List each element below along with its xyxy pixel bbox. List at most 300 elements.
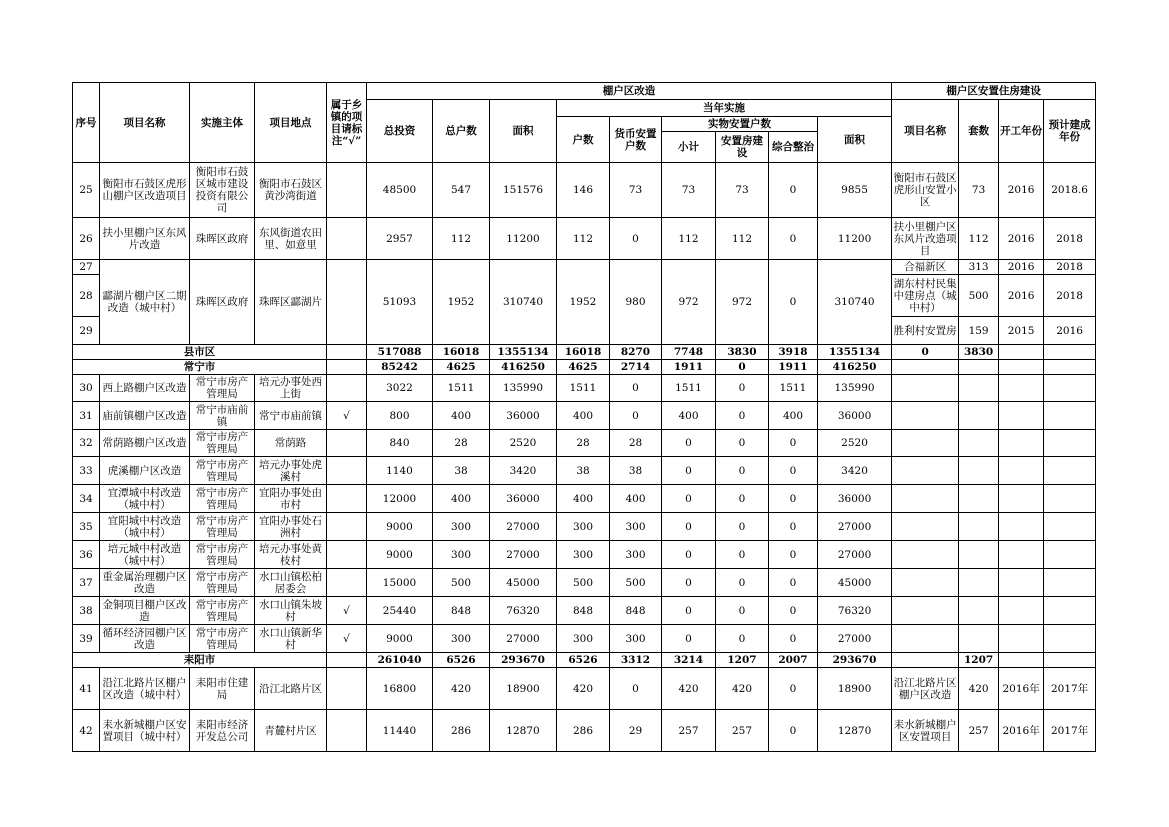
location-cell: 常宁市庙前镇 <box>255 402 327 430</box>
resettle-cell: 0 <box>716 625 769 653</box>
year-area-cell: 11200 <box>818 218 892 260</box>
households-cell: 6526 <box>557 653 610 668</box>
header-units: 套数 <box>959 100 999 163</box>
entity-cell: 常宁市房产管理局 <box>190 541 255 569</box>
completion-year-cell <box>1044 430 1096 457</box>
year-area-cell: 36000 <box>818 402 892 430</box>
comprehensive-cell: 0 <box>769 163 818 218</box>
units-cell: 73 <box>959 163 999 218</box>
units-cell: 3830 <box>959 345 999 360</box>
project-name-cell: 宜潭城中村改造（城中村） <box>100 485 190 513</box>
households-cell: 4625 <box>557 360 610 375</box>
total-households-cell: 286 <box>433 710 490 752</box>
start-year-cell <box>999 345 1044 360</box>
completion-year-cell <box>1044 485 1096 513</box>
area-cell: 151576 <box>490 163 557 218</box>
total-households-cell: 4625 <box>433 360 490 375</box>
township-mark-cell <box>327 345 367 360</box>
table-row <box>73 710 1096 752</box>
money-households-cell: 300 <box>610 513 662 541</box>
location-cell: 衡阳市石鼓区黄沙湾街道 <box>255 163 327 218</box>
header-location: 项目地点 <box>255 83 327 163</box>
completion-year-cell: 2017年 <box>1044 710 1096 752</box>
total-households-cell: 28 <box>433 430 490 457</box>
investment-cell: 51093 <box>367 260 433 345</box>
housing-name-cell <box>892 430 959 457</box>
entity-cell: 衡阳市石鼓区城市建设投资有限公司 <box>190 163 255 218</box>
seq-cell: 42 <box>73 710 100 752</box>
money-households-cell: 980 <box>610 260 662 345</box>
subtotal-cell: 0 <box>662 485 716 513</box>
subtotal-row-leiyang <box>73 653 1096 668</box>
start-year-cell <box>999 375 1044 402</box>
comprehensive-cell: 0 <box>769 625 818 653</box>
investment-cell: 517088 <box>367 345 433 360</box>
total-households-cell: 300 <box>433 625 490 653</box>
subtotal-cell: 257 <box>662 710 716 752</box>
township-mark-cell <box>327 163 367 218</box>
units-cell <box>959 485 999 513</box>
households-cell: 28 <box>557 430 610 457</box>
header-year-group: 当年实施 <box>557 100 892 117</box>
units-cell <box>959 625 999 653</box>
area-cell: 11200 <box>490 218 557 260</box>
seq-cell: 29 <box>73 317 100 345</box>
location-cell: 青麓村片区 <box>255 710 327 752</box>
seq-cell: 37 <box>73 569 100 597</box>
year-area-cell: 45000 <box>818 569 892 597</box>
project-name-cell: 耒水新城棚户区安置项目（城中村） <box>100 710 190 752</box>
entity-cell: 珠晖区政府 <box>190 260 255 345</box>
units-cell: 420 <box>959 668 999 710</box>
header-year-area: 面积 <box>818 117 892 163</box>
units-cell <box>959 513 999 541</box>
completion-year-cell <box>1044 360 1096 375</box>
money-households-cell: 3312 <box>610 653 662 668</box>
resettle-cell: 0 <box>716 402 769 430</box>
header-households: 户数 <box>557 117 610 163</box>
subtotal-cell: 0 <box>662 430 716 457</box>
table-row <box>73 430 1096 457</box>
table-row <box>73 668 1096 710</box>
project-name-cell: 循环经济园棚户区改造 <box>100 625 190 653</box>
completion-year-cell <box>1044 569 1096 597</box>
area-cell: 27000 <box>490 541 557 569</box>
area-cell: 2520 <box>490 430 557 457</box>
investment-cell: 12000 <box>367 485 433 513</box>
investment-cell: 800 <box>367 402 433 430</box>
comprehensive-cell: 0 <box>769 485 818 513</box>
housing-name-cell <box>892 457 959 485</box>
subtotal-cell: 73 <box>662 163 716 218</box>
housing-name-cell: 胜利村安置房 <box>892 317 959 345</box>
housing-name-cell <box>892 541 959 569</box>
total-households-cell: 400 <box>433 485 490 513</box>
header-completion-year: 预计建成年份 <box>1044 100 1096 163</box>
resettle-cell: 972 <box>716 260 769 345</box>
subtotal-cell: 7748 <box>662 345 716 360</box>
subtotal-row-changning <box>73 360 1096 375</box>
header-start-year: 开工年份 <box>999 100 1044 163</box>
header-comprehensive: 综合整治 <box>769 132 818 163</box>
location-cell: 宜阳办事处石洲村 <box>255 513 327 541</box>
units-cell: 313 <box>959 260 999 275</box>
start-year-cell <box>999 402 1044 430</box>
resettle-cell: 257 <box>716 710 769 752</box>
start-year-cell: 2016 <box>999 163 1044 218</box>
location-cell: 东风街道农田里、如意里 <box>255 218 327 260</box>
investment-cell: 85242 <box>367 360 433 375</box>
completion-year-cell <box>1044 513 1096 541</box>
units-cell: 1207 <box>959 653 999 668</box>
units-cell: 500 <box>959 275 999 317</box>
township-mark-cell <box>327 653 367 668</box>
seq-cell: 36 <box>73 541 100 569</box>
area-cell: 18900 <box>490 668 557 710</box>
households-cell: 400 <box>557 485 610 513</box>
project-name-cell: 培元城中村改造（城中村） <box>100 541 190 569</box>
start-year-cell <box>999 541 1044 569</box>
subtotal-cell: 0 <box>662 625 716 653</box>
area-cell: 135990 <box>490 375 557 402</box>
comprehensive-cell: 1911 <box>769 360 818 375</box>
area-cell: 12870 <box>490 710 557 752</box>
housing-name-cell <box>892 360 959 375</box>
location-cell: 水口山镇松柏居委会 <box>255 569 327 597</box>
units-cell: 112 <box>959 218 999 260</box>
completion-year-cell <box>1044 653 1096 668</box>
seq-cell: 33 <box>73 457 100 485</box>
start-year-cell: 2016年 <box>999 710 1044 752</box>
header-seq: 序号 <box>73 83 100 163</box>
location-cell: 沿江北路片区 <box>255 668 327 710</box>
households-cell: 1952 <box>557 260 610 345</box>
money-households-cell: 73 <box>610 163 662 218</box>
resettle-cell: 3830 <box>716 345 769 360</box>
comprehensive-cell: 0 <box>769 541 818 569</box>
table-row <box>73 260 1096 275</box>
seq-cell: 28 <box>73 275 100 317</box>
project-name-cell: 庙前镇棚户区改造 <box>100 402 190 430</box>
comprehensive-cell: 0 <box>769 668 818 710</box>
housing-name-cell <box>892 625 959 653</box>
completion-year-cell <box>1044 625 1096 653</box>
comprehensive-cell: 0 <box>769 430 818 457</box>
start-year-cell: 2016年 <box>999 668 1044 710</box>
entity-cell: 常宁市房产管理局 <box>190 625 255 653</box>
entity-cell: 珠晖区政府 <box>190 218 255 260</box>
investment-cell: 3022 <box>367 375 433 402</box>
housing-name-cell <box>892 569 959 597</box>
money-households-cell: 28 <box>610 430 662 457</box>
area-cell: 293670 <box>490 653 557 668</box>
subtotal-cell: 420 <box>662 668 716 710</box>
investment-cell: 9000 <box>367 625 433 653</box>
housing-name-cell: 扶小里棚户区东风片改造项目 <box>892 218 959 260</box>
total-households-cell: 500 <box>433 569 490 597</box>
start-year-cell: 2016 <box>999 275 1044 317</box>
area-cell: 27000 <box>490 625 557 653</box>
households-cell: 400 <box>557 402 610 430</box>
area-cell: 36000 <box>490 402 557 430</box>
households-cell: 146 <box>557 163 610 218</box>
year-area-cell: 36000 <box>818 485 892 513</box>
township-mark-cell <box>327 430 367 457</box>
money-households-cell: 848 <box>610 597 662 625</box>
township-mark-cell <box>327 457 367 485</box>
subtotal-cell: 3214 <box>662 653 716 668</box>
subtotal-cell: 400 <box>662 402 716 430</box>
comprehensive-cell: 1511 <box>769 375 818 402</box>
total-households-cell: 112 <box>433 218 490 260</box>
housing-name-cell <box>892 653 959 668</box>
header-entity: 实施主体 <box>190 83 255 163</box>
start-year-cell <box>999 457 1044 485</box>
entity-cell: 常宁市房产管理局 <box>190 569 255 597</box>
comprehensive-cell: 0 <box>769 457 818 485</box>
completion-year-cell: 2016 <box>1044 317 1096 345</box>
units-cell <box>959 457 999 485</box>
comprehensive-cell: 0 <box>769 569 818 597</box>
table-row <box>73 457 1096 485</box>
table-row <box>73 513 1096 541</box>
total-households-cell: 547 <box>433 163 490 218</box>
total-households-cell: 1511 <box>433 375 490 402</box>
township-mark-cell <box>327 260 367 345</box>
header-reform-group: 棚户区改造 <box>367 83 892 100</box>
area-cell: 310740 <box>490 260 557 345</box>
resettle-cell: 420 <box>716 668 769 710</box>
investment-cell: 16800 <box>367 668 433 710</box>
completion-year-cell: 2018 <box>1044 275 1096 317</box>
start-year-cell <box>999 653 1044 668</box>
total-households-cell: 848 <box>433 597 490 625</box>
project-name-cell: 常荫路棚户区改造 <box>100 430 190 457</box>
completion-year-cell: 2018.6 <box>1044 163 1096 218</box>
housing-name-cell: 0 <box>892 345 959 360</box>
completion-year-cell <box>1044 597 1096 625</box>
entity-cell: 常宁市房产管理局 <box>190 513 255 541</box>
year-area-cell: 9855 <box>818 163 892 218</box>
header-physical-group: 实物安置户数 <box>662 117 818 132</box>
table-row <box>73 218 1096 260</box>
households-cell: 300 <box>557 541 610 569</box>
area-cell: 45000 <box>490 569 557 597</box>
comprehensive-cell: 0 <box>769 710 818 752</box>
resettle-cell: 1207 <box>716 653 769 668</box>
households-cell: 300 <box>557 513 610 541</box>
township-mark-cell <box>327 513 367 541</box>
entity-cell: 常宁市房产管理局 <box>190 375 255 402</box>
township-mark-cell: √ <box>327 402 367 430</box>
housing-name-cell <box>892 597 959 625</box>
year-area-cell: 416250 <box>818 360 892 375</box>
header-project-name: 项目名称 <box>100 83 190 163</box>
total-households-cell: 6526 <box>433 653 490 668</box>
completion-year-cell: 2017年 <box>1044 668 1096 710</box>
resettle-cell: 0 <box>716 360 769 375</box>
households-cell: 500 <box>557 569 610 597</box>
housing-name-cell: 湖东村村民集中建房点（城中村） <box>892 275 959 317</box>
comprehensive-cell: 0 <box>769 260 818 345</box>
location-cell: 水口山镇朱坡村 <box>255 597 327 625</box>
housing-name-cell <box>892 513 959 541</box>
project-name-cell: 扶小里棚户区东风片改造 <box>100 218 190 260</box>
total-households-cell: 1952 <box>433 260 490 345</box>
project-name-cell: 酃湖片棚户区二期改造（城中村） <box>100 260 190 345</box>
units-cell <box>959 597 999 625</box>
investment-cell: 9000 <box>367 541 433 569</box>
table-row <box>73 402 1096 430</box>
housing-name-cell <box>892 485 959 513</box>
investment-cell: 9000 <box>367 513 433 541</box>
project-name-cell: 沿江北路片区棚户区改造（城中村） <box>100 668 190 710</box>
investment-cell: 25440 <box>367 597 433 625</box>
completion-year-cell <box>1044 457 1096 485</box>
start-year-cell <box>999 625 1044 653</box>
money-households-cell: 500 <box>610 569 662 597</box>
start-year-cell: 2016 <box>999 260 1044 275</box>
year-area-cell: 12870 <box>818 710 892 752</box>
header-subtotal: 小计 <box>662 132 716 163</box>
year-area-cell: 18900 <box>818 668 892 710</box>
table-row <box>73 163 1096 218</box>
year-area-cell: 3420 <box>818 457 892 485</box>
total-households-cell: 16018 <box>433 345 490 360</box>
table-row <box>73 569 1096 597</box>
entity-cell: 常宁市房产管理局 <box>190 457 255 485</box>
seq-cell: 41 <box>73 668 100 710</box>
subtotal-cell: 0 <box>662 569 716 597</box>
entity-cell: 常宁市房产管理局 <box>190 430 255 457</box>
year-area-cell: 76320 <box>818 597 892 625</box>
housing-name-cell: 耒水新城棚户区安置项目 <box>892 710 959 752</box>
comprehensive-cell: 3918 <box>769 345 818 360</box>
households-cell: 16018 <box>557 345 610 360</box>
year-area-cell: 27000 <box>818 625 892 653</box>
households-cell: 1511 <box>557 375 610 402</box>
start-year-cell: 2016 <box>999 218 1044 260</box>
project-name-cell: 重金属治理棚户区改造 <box>100 569 190 597</box>
header-housing-group: 棚户区安置住房建设 <box>892 83 1096 100</box>
resettle-cell: 0 <box>716 597 769 625</box>
money-households-cell: 300 <box>610 541 662 569</box>
location-cell: 培元办事处黄枝村 <box>255 541 327 569</box>
seq-cell: 26 <box>73 218 100 260</box>
location-cell: 水口山镇新华村 <box>255 625 327 653</box>
housing-name-cell <box>892 402 959 430</box>
money-households-cell: 0 <box>610 668 662 710</box>
total-households-cell: 420 <box>433 668 490 710</box>
subtotal-row-county <box>73 345 1096 360</box>
resettle-cell: 0 <box>716 457 769 485</box>
township-mark-cell: √ <box>327 625 367 653</box>
total-households-cell: 300 <box>433 513 490 541</box>
total-households-cell: 300 <box>433 541 490 569</box>
units-cell: 257 <box>959 710 999 752</box>
location-cell: 宜阳办事处由市村 <box>255 485 327 513</box>
seq-cell: 38 <box>73 597 100 625</box>
comprehensive-cell: 0 <box>769 597 818 625</box>
resettle-cell: 0 <box>716 569 769 597</box>
area-cell: 76320 <box>490 597 557 625</box>
header-total-households: 总户数 <box>433 100 490 163</box>
resettle-cell: 73 <box>716 163 769 218</box>
completion-year-cell: 2018 <box>1044 218 1096 260</box>
subtotal-cell: 0 <box>662 597 716 625</box>
investment-cell: 261040 <box>367 653 433 668</box>
total-households-cell: 38 <box>433 457 490 485</box>
seq-cell: 34 <box>73 485 100 513</box>
completion-year-cell <box>1044 541 1096 569</box>
households-cell: 286 <box>557 710 610 752</box>
money-households-cell: 38 <box>610 457 662 485</box>
money-households-cell: 400 <box>610 485 662 513</box>
entity-cell: 耒阳市住建局 <box>190 668 255 710</box>
households-cell: 38 <box>557 457 610 485</box>
header-area: 面积 <box>490 100 557 163</box>
township-mark-cell <box>327 668 367 710</box>
investment-cell: 2957 <box>367 218 433 260</box>
header-money-households: 货币安置户数 <box>610 117 662 163</box>
resettle-cell: 0 <box>716 541 769 569</box>
money-households-cell: 2714 <box>610 360 662 375</box>
project-name-cell: 西上路棚户区改造 <box>100 375 190 402</box>
money-households-cell: 29 <box>610 710 662 752</box>
investment-cell: 11440 <box>367 710 433 752</box>
resettle-cell: 0 <box>716 485 769 513</box>
start-year-cell: 2015 <box>999 317 1044 345</box>
subtotal-label: 县市区 <box>73 345 327 360</box>
seq-cell: 25 <box>73 163 100 218</box>
township-mark-cell <box>327 375 367 402</box>
year-area-cell: 27000 <box>818 513 892 541</box>
subtotal-cell: 0 <box>662 541 716 569</box>
subtotal-cell: 1911 <box>662 360 716 375</box>
comprehensive-cell: 0 <box>769 218 818 260</box>
entity-cell: 常宁市房产管理局 <box>190 485 255 513</box>
resettle-cell: 0 <box>716 513 769 541</box>
project-name-cell: 金铜项目棚户区改造 <box>100 597 190 625</box>
subtotal-cell: 972 <box>662 260 716 345</box>
housing-name-cell: 合福新区 <box>892 260 959 275</box>
year-area-cell: 1355134 <box>818 345 892 360</box>
township-mark-cell <box>327 485 367 513</box>
seq-cell: 39 <box>73 625 100 653</box>
units-cell <box>959 569 999 597</box>
comprehensive-cell: 0 <box>769 513 818 541</box>
header-township-mark: 属于乡镇的项目请标注“√” <box>327 83 367 163</box>
start-year-cell <box>999 597 1044 625</box>
project-name-cell: 宜阳城中村改造（城中村） <box>100 513 190 541</box>
header-total-investment: 总投资 <box>367 100 433 163</box>
start-year-cell <box>999 360 1044 375</box>
investment-cell: 840 <box>367 430 433 457</box>
completion-year-cell <box>1044 345 1096 360</box>
table-row <box>73 541 1096 569</box>
investment-cell: 1140 <box>367 457 433 485</box>
money-households-cell: 0 <box>610 218 662 260</box>
start-year-cell <box>999 485 1044 513</box>
resettle-cell: 112 <box>716 218 769 260</box>
header-resettle-housing: 安置房建设 <box>716 132 769 163</box>
entity-cell: 常宁市庙前镇 <box>190 402 255 430</box>
households-cell: 112 <box>557 218 610 260</box>
seq-cell: 27 <box>73 260 100 275</box>
area-cell: 1355134 <box>490 345 557 360</box>
housing-name-cell: 衡阳市石鼓区虎形山安置小区 <box>892 163 959 218</box>
seq-cell: 32 <box>73 430 100 457</box>
